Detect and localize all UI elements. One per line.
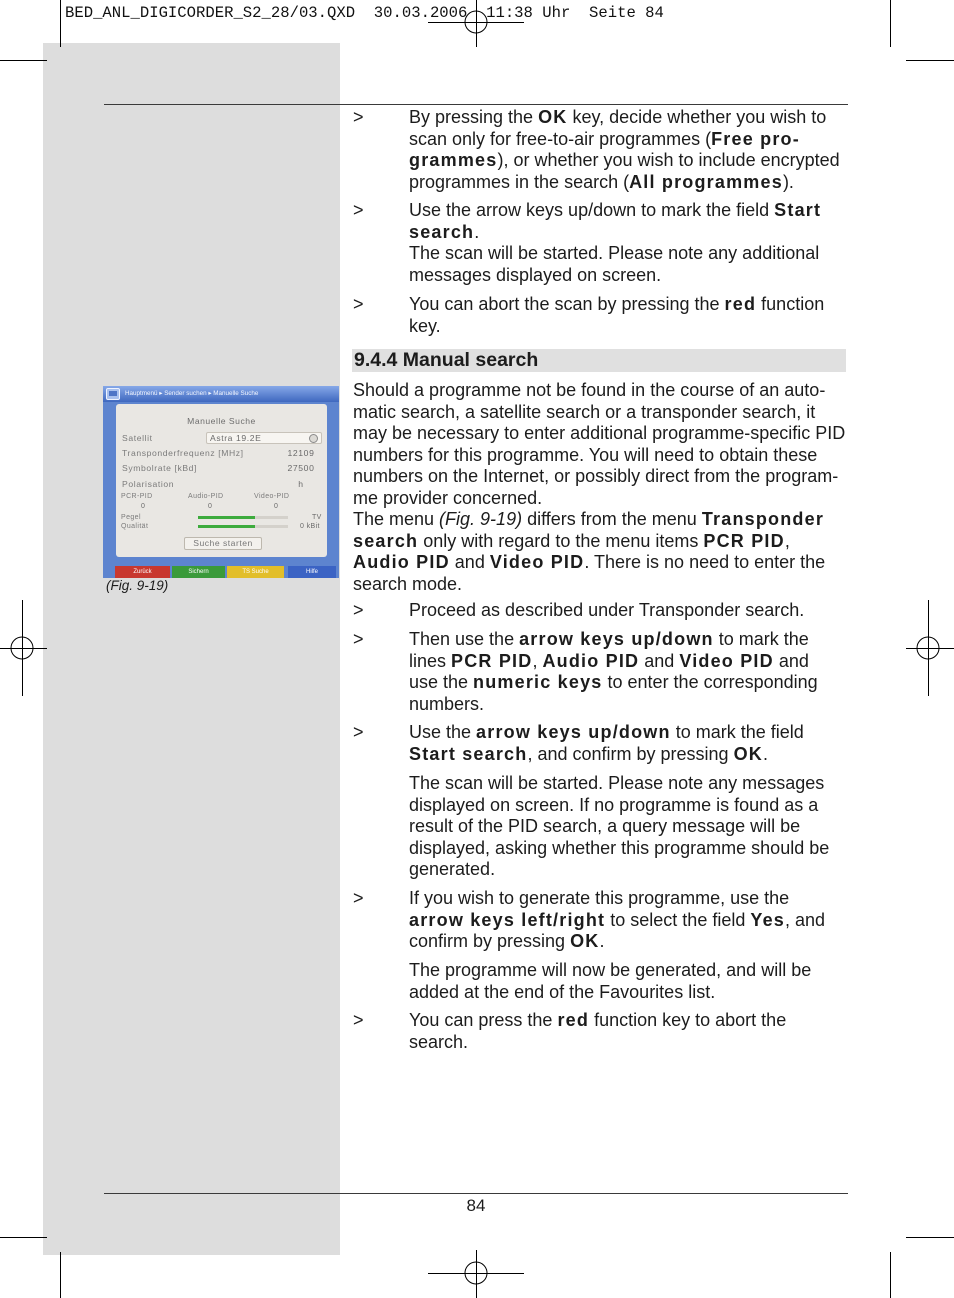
text-line bbox=[409, 651, 848, 673]
key-term: Free pro- bbox=[711, 128, 800, 149]
text-line bbox=[409, 960, 848, 982]
page-number: 84 bbox=[466, 1196, 486, 1215]
menu-row-value: 12109 bbox=[287, 448, 315, 458]
footer-rule bbox=[104, 1193, 848, 1194]
menu-header-bar bbox=[103, 386, 339, 402]
yellow-function-key: TS Suche bbox=[227, 566, 284, 578]
text-line bbox=[409, 859, 848, 881]
key-term: arrow keys up/down bbox=[476, 722, 671, 742]
menu-row-label: Polarisation bbox=[122, 479, 175, 489]
registration-mark-bottom bbox=[428, 1250, 524, 1298]
block-text bbox=[409, 107, 848, 193]
body-text: ), or whether you wish to include encrypted bbox=[497, 150, 840, 170]
key-term: arrow keys left/right bbox=[409, 909, 606, 930]
registration-mark-left bbox=[0, 600, 47, 696]
body-text: generated. bbox=[409, 859, 496, 879]
block-text bbox=[409, 722, 848, 765]
pid-value: 0 bbox=[208, 503, 213, 510]
menu-row-value: 27500 bbox=[287, 463, 315, 473]
step-marker: > bbox=[353, 107, 364, 127]
key-term: search bbox=[409, 221, 475, 242]
body-text: By pressing the bbox=[409, 107, 539, 127]
step-marker: > bbox=[353, 294, 364, 314]
instruction-step bbox=[353, 294, 848, 337]
key-term: Video PID bbox=[489, 552, 585, 572]
menu-row-symbol-rate bbox=[116, 464, 327, 473]
pcr-pid-column bbox=[121, 492, 183, 512]
body-text: The menu bbox=[353, 509, 440, 529]
body-text: function key to abort the bbox=[589, 1010, 787, 1030]
body-paragraph bbox=[353, 380, 848, 595]
text-line bbox=[409, 1010, 848, 1032]
menu-panel bbox=[116, 404, 327, 557]
body-text: , and bbox=[785, 909, 826, 930]
figure-reference: (Fig. 9-19) bbox=[439, 509, 523, 529]
text-line bbox=[353, 574, 848, 596]
key-term: grammes bbox=[409, 150, 498, 170]
body-text: Proceed as described under Transponder search. bbox=[409, 600, 805, 620]
body-text: result of the PID search, a query message will be bbox=[409, 816, 801, 836]
block-text bbox=[409, 294, 848, 337]
registration-mark-top bbox=[428, 0, 524, 47]
block-text bbox=[409, 600, 848, 622]
body-text: confirm by pressing bbox=[409, 931, 571, 951]
body-text: differs from the menu bbox=[522, 509, 702, 529]
key-term: PCR PID bbox=[703, 530, 785, 551]
body-text: added at the end of the Favourites list. bbox=[409, 981, 716, 1002]
menu-row-value: h bbox=[298, 479, 304, 489]
step-marker: > bbox=[353, 200, 364, 220]
text-line bbox=[409, 694, 848, 716]
body-text: messages displayed on screen. bbox=[409, 264, 662, 285]
crop-mark-top-left bbox=[0, 0, 61, 61]
body-text: me provider concerned. bbox=[353, 487, 543, 508]
audio-pid-column bbox=[188, 492, 250, 512]
body-text: and bbox=[639, 650, 680, 671]
text-line bbox=[409, 722, 848, 744]
body-text: to select the field bbox=[605, 909, 751, 930]
text-line bbox=[353, 466, 848, 488]
red-function-key: Zurück bbox=[115, 566, 170, 578]
start-search-button: Suche starten bbox=[184, 537, 262, 550]
text-line bbox=[353, 488, 848, 510]
body-text: The programme will now be generated, and will be bbox=[409, 960, 812, 980]
key-term: Audio PID bbox=[353, 552, 450, 572]
body-text: to mark the field bbox=[670, 722, 804, 742]
body-text: displayed, asking whether this programme should be bbox=[409, 837, 830, 858]
pid-label: PCR-PID bbox=[121, 493, 153, 500]
instruction-step bbox=[353, 600, 848, 622]
body-text: . bbox=[474, 221, 480, 242]
body-text: scan only for free-to-air programmes ( bbox=[409, 128, 712, 149]
body-text: The scan will be started. Please note any additional bbox=[409, 243, 820, 263]
text-line bbox=[409, 222, 848, 244]
text-line bbox=[353, 402, 848, 424]
body-text: lines bbox=[409, 650, 452, 671]
text-line bbox=[409, 265, 848, 287]
green-function-key: Sichern bbox=[172, 566, 225, 578]
block-text bbox=[353, 380, 848, 595]
print-slug: BED_ANL_DIGICORDER_S2_28/03.QXD 30.03.2006 11:38 Uhr Seite 84 bbox=[65, 4, 664, 22]
key-term: red bbox=[557, 1010, 590, 1030]
block-text bbox=[409, 629, 848, 715]
instruction-step bbox=[353, 1010, 848, 1053]
block-text bbox=[409, 960, 848, 1003]
step-marker: > bbox=[353, 1010, 364, 1030]
instruction-step bbox=[353, 107, 848, 193]
text-line bbox=[409, 129, 848, 151]
body-text: Use the bbox=[409, 722, 477, 742]
video-pid-column bbox=[254, 492, 316, 512]
body-text: and bbox=[773, 650, 809, 671]
body-text: If you wish to generate this programme, use the bbox=[409, 888, 790, 908]
text-line bbox=[409, 150, 848, 172]
body-text: may be necessary to enter additional programme-specific PID bbox=[353, 423, 846, 443]
satellite-value: Astra 19.2E bbox=[210, 433, 262, 443]
meter-side-text: 0 kBit bbox=[300, 523, 320, 530]
block-text bbox=[409, 200, 848, 286]
key-term: OK bbox=[570, 931, 600, 951]
instruction-step bbox=[353, 722, 848, 765]
body-text: displayed on screen. If no programme is found as a bbox=[409, 794, 819, 815]
blue-function-key: Hilfe bbox=[288, 566, 336, 578]
body-text: Then use the bbox=[409, 629, 520, 649]
text-line bbox=[409, 816, 848, 838]
key-term: Audio PID bbox=[542, 650, 640, 671]
text-line bbox=[353, 445, 848, 467]
text-line bbox=[409, 629, 848, 651]
body-text: search mode. bbox=[353, 573, 463, 594]
step-marker: > bbox=[353, 629, 364, 649]
text-line bbox=[409, 931, 848, 953]
text-line bbox=[409, 910, 848, 932]
selector-icon bbox=[309, 434, 318, 443]
key-term: Transponder bbox=[701, 509, 825, 529]
body-text: Use the arrow keys up/down to mark the field bbox=[409, 200, 775, 220]
body-text: , bbox=[784, 530, 790, 551]
tv-icon bbox=[106, 388, 120, 400]
pid-label: Video-PID bbox=[254, 493, 290, 500]
key-term: red bbox=[724, 294, 757, 314]
satellite-select-field bbox=[206, 432, 322, 444]
text-line bbox=[409, 744, 848, 766]
block-text bbox=[409, 773, 848, 881]
signal-level-meter bbox=[116, 513, 327, 522]
section-heading: 9.4.4 Manual search bbox=[354, 349, 539, 371]
body-text: , and confirm by pressing bbox=[527, 743, 734, 764]
body-text: key. bbox=[409, 315, 441, 336]
body-text: . bbox=[762, 743, 768, 764]
menu-row-label: Symbolrate [kBd] bbox=[122, 463, 198, 473]
key-term: Yes bbox=[750, 909, 785, 930]
menu-title: Manuelle Suche bbox=[187, 416, 256, 426]
text-line bbox=[409, 316, 848, 338]
key-term: Start bbox=[774, 200, 822, 220]
body-text: to enter the corresponding bbox=[602, 672, 818, 692]
text-line bbox=[409, 672, 848, 694]
figure-caption: (Fig. 9-19) bbox=[106, 578, 169, 593]
block-text bbox=[409, 888, 848, 953]
registration-mark-right bbox=[906, 600, 954, 696]
step-marker: > bbox=[353, 600, 364, 620]
menu-row-label: Transponderfrequenz [MHz] bbox=[122, 448, 244, 458]
step-marker: > bbox=[353, 888, 364, 908]
body-text: You can press the bbox=[409, 1010, 558, 1030]
key-term: All programmes bbox=[629, 171, 783, 192]
body-text: numbers on the Internet, or possibly direct from the program- bbox=[353, 466, 839, 486]
key-term: arrow keys up/down bbox=[519, 629, 714, 649]
text-line bbox=[353, 509, 848, 531]
pid-label: Audio-PID bbox=[188, 493, 224, 500]
meter-label: Qualität bbox=[121, 523, 149, 530]
body-text: . bbox=[599, 931, 605, 951]
meter-fill bbox=[198, 516, 255, 519]
menu-breadcrumb: Hauptmenü ▸ Sender suchen ▸ Manuelle Suche bbox=[125, 390, 259, 397]
body-text: programmes in the search ( bbox=[409, 171, 630, 192]
key-term: numeric keys bbox=[473, 672, 603, 692]
section-heading-bar bbox=[352, 349, 846, 372]
body-text: You can abort the scan by pressing the bbox=[409, 294, 725, 314]
text-line bbox=[409, 107, 848, 129]
body-text: numbers for this programme. You will need to obtain these bbox=[353, 444, 818, 465]
step-marker: > bbox=[353, 722, 364, 742]
key-term: search bbox=[353, 530, 419, 551]
body-text: Should a programme not be found in the course of an auto- bbox=[353, 380, 826, 400]
text-line bbox=[409, 888, 848, 910]
text-line bbox=[353, 531, 848, 553]
crop-mark-bottom-right bbox=[891, 1238, 954, 1298]
block-text bbox=[409, 1010, 848, 1053]
body-text: The scan will be started. Please note any messages bbox=[409, 773, 825, 793]
body-text: , bbox=[532, 650, 543, 671]
body-text: matic search, a satellite search or a transponder search, it bbox=[353, 401, 816, 422]
signal-quality-meter bbox=[116, 522, 327, 531]
pid-value: 0 bbox=[141, 503, 146, 510]
key-term: OK bbox=[538, 107, 568, 127]
body-text: search. bbox=[409, 1031, 469, 1052]
key-term: Video PID bbox=[679, 650, 774, 671]
text-line bbox=[409, 600, 848, 622]
text-line bbox=[409, 200, 848, 222]
body-text: function bbox=[756, 294, 825, 314]
text-line bbox=[353, 552, 848, 574]
crop-mark-bottom-left bbox=[0, 1238, 61, 1298]
menu-row-transponder-frequency bbox=[116, 449, 327, 458]
step-continuation bbox=[353, 960, 848, 1003]
step-continuation bbox=[353, 773, 848, 881]
menu-row-polarisation bbox=[116, 480, 327, 489]
text-line bbox=[409, 294, 848, 316]
text-line bbox=[353, 423, 848, 445]
body-text: to mark the bbox=[713, 629, 809, 649]
body-text: ). bbox=[782, 171, 794, 192]
meter-track bbox=[198, 525, 288, 528]
body-text: use the bbox=[409, 672, 474, 692]
key-term: PCR PID bbox=[451, 650, 533, 671]
meter-side-text: TV bbox=[312, 514, 322, 521]
body-text: key, decide whether you wish to bbox=[567, 107, 827, 127]
text-line bbox=[409, 1032, 848, 1054]
instruction-step bbox=[353, 888, 848, 953]
text-line bbox=[409, 172, 848, 194]
meter-track bbox=[198, 516, 288, 519]
meter-label: Pegel bbox=[121, 514, 141, 521]
key-term: Start search bbox=[409, 743, 528, 764]
key-term: OK bbox=[733, 743, 763, 764]
text-line bbox=[409, 243, 848, 265]
instruction-step bbox=[353, 200, 848, 286]
body-text: . There is no need to enter the bbox=[584, 552, 826, 572]
text-line bbox=[353, 380, 848, 402]
header-rule bbox=[104, 104, 848, 105]
body-text: only with regard to the menu items bbox=[418, 530, 704, 551]
text-line bbox=[409, 795, 848, 817]
text-line bbox=[409, 982, 848, 1004]
meter-fill bbox=[198, 525, 255, 528]
pid-value: 0 bbox=[274, 503, 279, 510]
text-line bbox=[409, 838, 848, 860]
menu-row-label: Satellit bbox=[122, 433, 153, 443]
body-text: numbers. bbox=[409, 693, 485, 714]
crop-mark-top-right bbox=[891, 0, 954, 61]
body-text: and bbox=[449, 552, 490, 572]
figure-screenshot bbox=[103, 386, 339, 578]
text-line bbox=[409, 773, 848, 795]
instruction-step bbox=[353, 629, 848, 715]
